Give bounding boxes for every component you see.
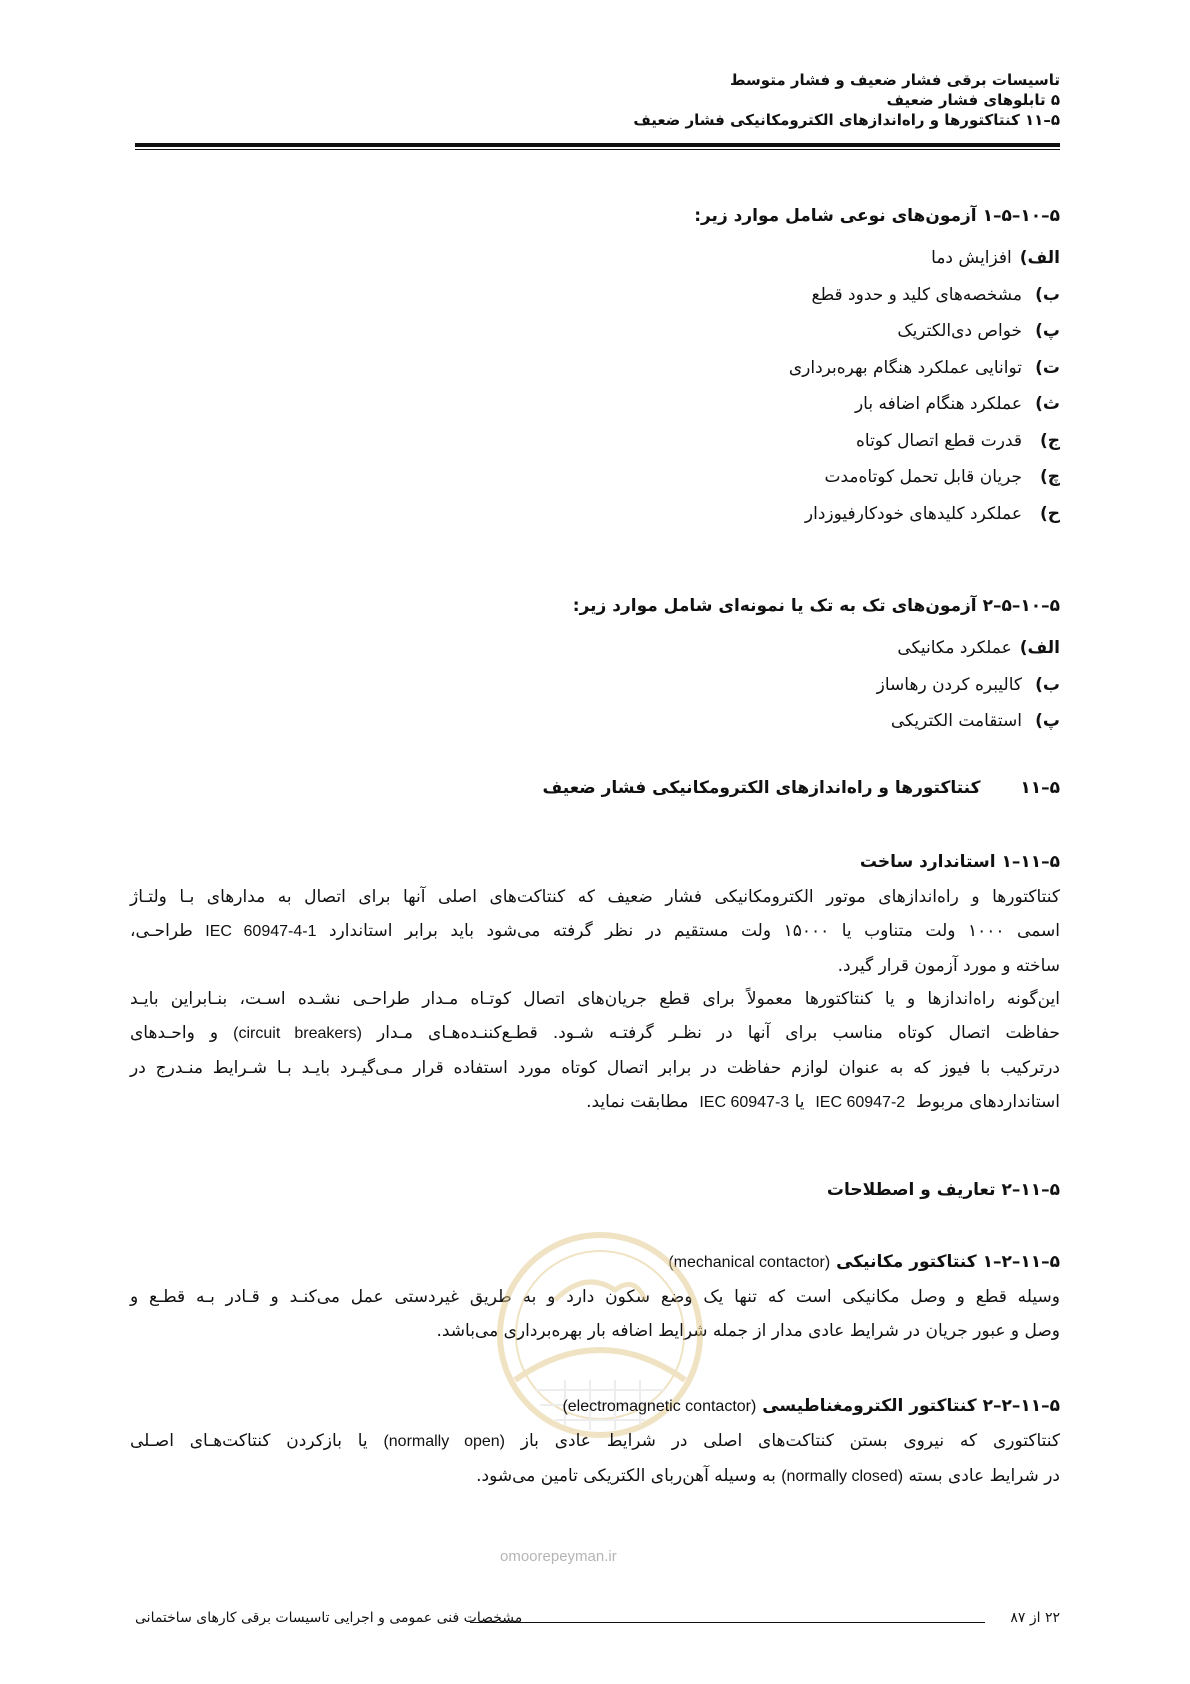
list-item: ت)توانایی عملکرد هنگام بهره‌برداری xyxy=(788,357,1060,378)
paragraph-line: اسمی ۱۰۰۰ ولت متناوب یا ۱۵۰۰۰ ولت مستقیم در نظر گرفته می‌شود باید برابر استاندارد IEC 60947-4-1 طراحـی، xyxy=(130,921,1061,941)
standard-code: IEC 60947-4-1 xyxy=(205,923,317,940)
header-line-3: ۵–۱۱ کنتاکتورها و راه‌اندازهای الکترومکانیکی فشار ضعیف xyxy=(633,111,1060,129)
list-item: چ)جریان قابل تحمل کوتاه‌مدت xyxy=(824,467,1060,487)
routine-tests-list xyxy=(460,630,1060,740)
paragraph-line: در شرایط عادی بسته (normally closed) به وسیله آهن‌ربای الکتریکی تامین می‌شود. xyxy=(476,1466,1060,1486)
footer-title: مشخصات فنی عمومی و اجرایی تاسیسات برقی کارهای ساختمانی xyxy=(135,1610,523,1626)
paragraph-line: ساخته و مورد آزمون قرار گیرد. xyxy=(837,956,1060,976)
list-item: ج)قدرت قطع اتصال کوتاه xyxy=(855,430,1060,451)
english-term: (electromagnetic contactor) xyxy=(562,1398,757,1415)
english-term: (normally closed) xyxy=(781,1468,904,1485)
list-item: ح)عملکرد کلیدهای خودکارفیوزدار xyxy=(804,503,1060,524)
list-item: ث)عملکرد هنگام اضافه بار xyxy=(854,394,1060,414)
list-item: پ)استقامت الکتریکی xyxy=(890,711,1060,731)
section-heading-mechanical-contactor: ۵–۱۱–۲–۱ کنتاکتور مکانیکی (mechanical contactor) xyxy=(668,1252,1060,1272)
section-heading-electromagnetic-contactor: ۵–۱۱–۲–۲ کنتاکتور الکترومغناطیسی (electromagnetic contactor) xyxy=(562,1396,1060,1416)
section-heading-standard: ۵–۱۱–۱ استاندارد ساخت xyxy=(859,852,1060,872)
paragraph-line: کنتاکتورها و راه‌اندازهای موتور الکترومکانیکی فشار ضعیف که کنتاکت‌های اصلی آنها برای اتصال به مدارهای بـا ولتـاژ xyxy=(130,887,1060,907)
list-item: پ)خواص دی‌الکتریک xyxy=(897,321,1060,341)
paragraph-line: این‌گونه راه‌اندازها و یا کنتاکتورها معمولاً برای قطع جریان‌های اتصال کوتـاه مـدار طراحـی نشـده اسـت، بنـابراین بایـد xyxy=(130,989,1060,1009)
standard-paragraph-2 xyxy=(130,982,1060,1120)
header-rule-thick xyxy=(135,143,1060,147)
paragraph-line: درترکیب با فیوز که به عنوان لوازم حفاظت در برابر اتصال کوتاه مورد استفاده قرار مـی‌گیـرد بایـد بـا شـرایط منـدرج در xyxy=(130,1058,1060,1078)
list-item: الف)عملکرد مکانیکی xyxy=(897,638,1060,658)
electromagnetic-contactor-paragraph xyxy=(130,1424,1060,1494)
section-heading-type-tests: ۵–۱۰–۵–۱ آزمون‌های نوعی شامل موارد زیر: xyxy=(694,206,1060,226)
header-line-1: تاسیسات برقی فشار ضعیف و فشار متوسط xyxy=(729,71,1060,89)
chapter-title: کنتاکتورها و راه‌اندازهای الکترومکانیکی فشار ضعیف xyxy=(542,778,981,798)
paragraph-line: وصل و عبور جریان در شرایط عادی مدار از جمله شرایط اضافه بار بهره‌برداری می‌باشد. xyxy=(436,1321,1060,1341)
english-term: (normally open) xyxy=(383,1433,505,1450)
page-footer xyxy=(135,1610,1060,1634)
chapter-number: ۵–۱۱ xyxy=(1020,778,1060,798)
list-item: ب)کالیبره کردن رهاساز xyxy=(876,674,1060,695)
english-term: (circuit breakers) xyxy=(233,1025,362,1042)
standard-code: IEC 60947-2 xyxy=(815,1094,906,1111)
watermark-site: omoorepeyman.ir xyxy=(500,1548,617,1565)
list-item: الف)افزایش دما xyxy=(931,248,1060,268)
paragraph-line: کنتاکتوری که نیروی بستن کنتاکت‌های اصلی در شرایط عادی باز (normally open) یا بازکردن کنتاکت‌هـای اصـلی xyxy=(130,1431,1060,1451)
standard-code: IEC 60947-3 xyxy=(699,1094,790,1111)
list-item: ب)مشخصه‌های کلید و حدود قطع xyxy=(811,284,1060,305)
footer-rule xyxy=(470,1622,985,1623)
paragraph-line: استانداردهای مربوط IEC 60947-2 یا IEC 60947-3 مطابقت نماید. xyxy=(586,1092,1060,1112)
paragraph-line: حفاظت اتصال کوتاه مناسب برای آنها در نظـر گرفتـه شـود. قطـع‌کننـده‌هـای مـدار (circuit breakers) و واحـدهای xyxy=(130,1023,1060,1043)
paragraph-line: وسیله قطع و وصل مکانیکی است که تنها یک وضع سکون دارد و به طریق غیردستی عمل می‌کنـد و قـادر بـه قطـع و xyxy=(130,1287,1060,1307)
section-heading-definitions: ۵–۱۱–۲ تعاریف و اصطلاحات xyxy=(826,1180,1060,1200)
standard-paragraph-1 xyxy=(130,880,1060,983)
running-header xyxy=(140,70,1060,130)
chapter-heading xyxy=(130,778,1060,798)
type-tests-list xyxy=(460,240,1060,532)
header-rule-thin xyxy=(135,149,1060,150)
page-number: ۲۲ از ۸۷ xyxy=(1010,1610,1060,1626)
english-term: (mechanical contactor) xyxy=(668,1254,831,1271)
header-line-2: ۵ تابلوهای فشار ضعیف xyxy=(886,91,1060,109)
section-heading-routine-tests: ۵–۱۰–۵–۲ آزمون‌های تک به تک یا نمونه‌ای شامل موارد زیر: xyxy=(572,596,1060,616)
